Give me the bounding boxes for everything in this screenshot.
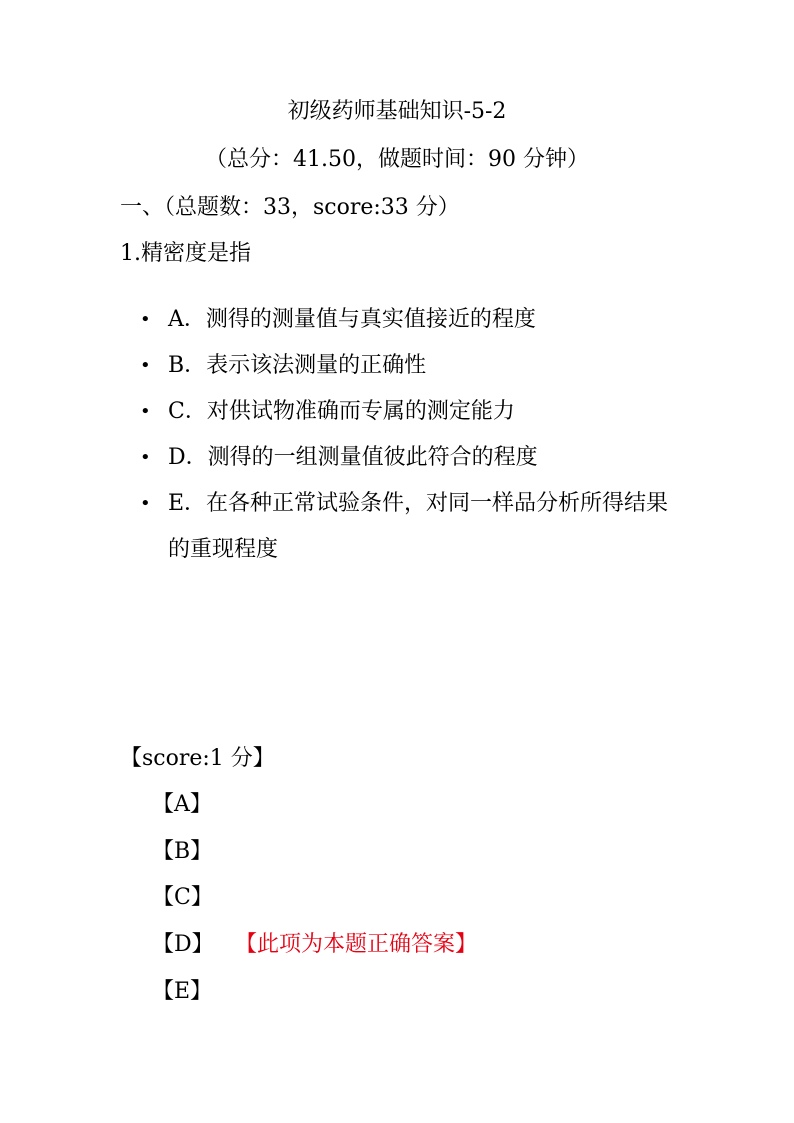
option-label: B．表示该法测量的正确性 (168, 353, 427, 378)
option-b (140, 351, 680, 381)
option-d (140, 443, 680, 473)
score-label: 【score:1 分】 (120, 746, 275, 771)
option-a (140, 305, 680, 335)
document-subtitle: （总分：41.50，做题时间：90 分钟） (205, 147, 589, 172)
answer-item-b: 【B】 (152, 839, 213, 864)
answer-item-e: 【E】 (152, 979, 213, 1004)
option-label: D．测得的一组测量值彼此符合的程度 (168, 445, 538, 470)
document-title: 初级药师基础知识-5-2 (287, 99, 507, 124)
answer-item-a: 【A】 (152, 792, 212, 817)
section-header: 一、（总题数：33，score:33 分） (120, 195, 460, 220)
bullet-icon: • (140, 309, 151, 330)
option-e (140, 481, 680, 573)
bullet-icon: • (140, 493, 151, 514)
answer-item-d: 【D】 (152, 932, 214, 957)
option-label: C．对供试物准确而专属的测定能力 (168, 399, 515, 424)
option-c (140, 397, 680, 427)
bullet-icon: • (140, 401, 151, 422)
question-text: 1.精密度是指 (120, 241, 251, 266)
option-label: A．测得的测量值与真实值接近的程度 (168, 307, 536, 332)
bullet-icon: • (140, 447, 151, 468)
correct-answer-marker: 【此项为本题正确答案】 (235, 932, 478, 957)
bullet-icon: • (140, 355, 151, 376)
option-label: E．在各种正常试验条件，对同一样品分析所得结果的重现程度 (168, 491, 669, 562)
answer-item-c: 【C】 (152, 885, 213, 910)
option-list (140, 305, 680, 589)
